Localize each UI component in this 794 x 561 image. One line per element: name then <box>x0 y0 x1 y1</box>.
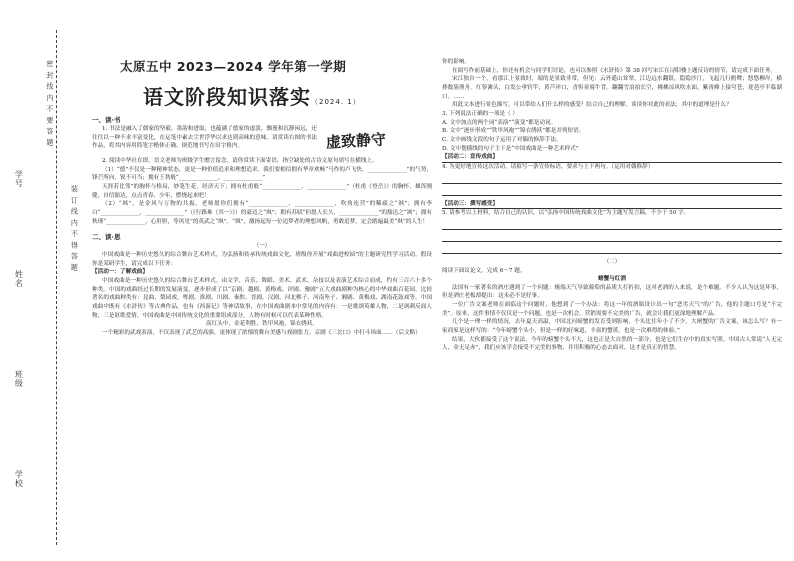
instruction: 阅读下面议论文，完成 6～7 题。 <box>442 267 526 274</box>
activity-heading: 【活动三：撰写感受】 <box>442 200 782 210</box>
student-id-label: 学号 <box>14 170 24 188</box>
question-1: 1. 书法是融入了儒家的坚毅，墨韵和进取，也蕴涵了德家的虚淡，飘逸和沉静闲远，还往往以一种不求丰富变化，在运笔中素去尘世浮华以求达到高味的意味。请赏读右图的书法作品，将其内容用简笔字楷体正确、规范地书写在田字格内。 <box>92 126 317 150</box>
activity-heading: 【活动一：了解戏曲】 <box>92 269 148 276</box>
intro-paragraph: 中国戏曲是一种历史悠久的综合舞台艺术样式。为弘扬和传承传统戏曲文化，班级你开展“戏曲进校园”的主题研究性学习活动。假设你是某研学生，请完成以下任务： <box>92 252 432 267</box>
section-heading: 一、读·书 <box>92 116 121 124</box>
reading-paragraph: 中国戏曲是一种历史悠久的综合舞台艺术样式。由文学、音乐、舞蹈、美术、武术、杂技以及表演艺术综合而成，约有三百六十多个种类。中国的戏曲经过长期的发展演变，逐步形成了以“京剧、越剧、黄梅戏、评剧、豫剧”五大戏曲剧种为核心的中华戏曲百花园。比较著名的戏曲种类有：昆曲、梨园戏、粤剧、淮剧、川剧、秦腔、晋剧、汉剧、河北梆子、河南坠子、湘剧、黄梅戏、湖南花鼓戏等。中国戏曲中既有《水浒传》等古典作品，也有《西游记》等神话故事，在中国戏曲剧本中常见的内容有：一是歌颂英雄人物，二是讽刺反面人物，三是讴歌爱情。中国戏曲是中国传统文化的重要组成部分，人物有时候可以代表某种性格。 <box>92 277 432 319</box>
seal-marks: 密 封 线 内 不 要 答 题 <box>45 60 54 147</box>
continued-text: 你的影响。 <box>442 59 470 65</box>
option-b: B. 文中“逐步形成”“铁甲风袍”“锦衣绣袄”都是并列短语。 <box>442 128 585 135</box>
school-label: 学校 <box>14 470 24 488</box>
question-2-part-1b: 天涯若比邻”的胸怀与格局，妙笔生花，经济天下；拥有杜甫般“______________，______________”（杜甫《登岳》）的胸怀，雄浑刚健，自信豁达，点点青春，少年，燃烧起来吧！ <box>92 184 432 199</box>
binding-margin <box>0 0 88 561</box>
quote-line: 高红头中，金花利胜，铁甲风袍，锦衣绣袄。 <box>206 321 318 328</box>
right-body <box>442 58 782 353</box>
question-4: 4. 为更好地宣传这次活动，请拟写一条宣传标语，要求与上下两句。（运用对偶修辞） <box>442 163 654 170</box>
right-column <box>442 0 786 561</box>
answer-line[interactable] <box>442 242 782 254</box>
activity-heading: 【活动二：宣传戏曲】 <box>442 153 782 163</box>
reading-paragraph: 用此文本进行景色描写，可以带给人们什么样的感受？结合自己的理解，谈谈你对此的看法，其中的道理是什么？ <box>452 102 732 109</box>
exam-title: 太原五中 2023—2024 学年第一学期 <box>120 59 347 74</box>
option-a: A. 文中加点的两个词“表演”“演变”都是动词。 <box>442 119 557 126</box>
essay-paragraph: 法国有一家著名的酒庄遇到了一个问题：极端天气导致葡萄的品质大打折扣，这对老酒的人来说，是个难题。不少人认为这是坏事，但是酒庄老板却提出：这未必不是好事。 <box>442 284 782 300</box>
answer-line[interactable] <box>442 218 782 230</box>
essay-paragraph: 几个是一理一样的情况，去年夏天高温，中国北河螃蟹的发育受到影响，个头比往年小了不少。大闸蟹的广告文案，该怎么写？有一家商家是这样写的：“今年螃蟹个头小，但是一样的好味道，丰富的蟹黄，也是一次难得的体验。” <box>442 319 782 335</box>
reading-paragraph: 一个精彩的武戏表演，不仅表现了武艺的高强，更体现了浓郁的舞台美感与戏剧张力。京剧《三岔口》中打斗场面……（后文略） <box>102 329 421 336</box>
essay-title: 螃蟹与红酒 <box>598 276 626 283</box>
class-label: 班级 <box>14 370 24 388</box>
question-2-part-2: （2）“飒”，是金风与万物的共振。老师愿你们拥有“______________，______________，吹角连营”的稀疏之“飒”；拥有李白“______________，______________”（《行路难（其一）》）的豪迈之“飒”；拥有苏轼“但愿人长久，______________”的豁达之“飒”；拥有秋瑾“______________，心肝胆，等风见”的英武之“飒”。“飒”，激扬起每一位追梦者的理想风帆，勇敢追梦，定会踏遍最美“飒”的人生！ <box>92 201 432 225</box>
part-label: （一） <box>253 243 271 250</box>
reading-excerpt: 宋江独自一个，看那江上景致时，端的是景致非常。但见：云外遥山耸翠，江边远水翻银，隐隐沙汀，飞起几行鸥鹭；悠悠柳岸，横排数簇渔舟。红蓼滩头，白发公垂钓竿；黄芦岸口，青髻童骑牛背。翻翻雪浪拍长空，拂拂凉风吹水面。紫霄峰上接穹苍，琵琶亭半临湖口。…… <box>442 76 782 100</box>
answer-line[interactable] <box>442 172 782 184</box>
left-body <box>92 115 432 338</box>
question-2: 2. 阅读中华社在即，语文老师为班级学生赠言留念。请你赏读下面寄语，指空缺处的古诗文原句填写在横线上。 <box>102 158 378 165</box>
question-5: 5. 请参考以上材料，结合自己的认识，以“弘扬中国传统戏曲文化”为主题写发言稿，不少于 50 字。 <box>442 210 690 217</box>
seal-line <box>56 30 57 545</box>
exam-subtitle <box>143 82 361 113</box>
essay-paragraph: 一位广告文案老师在面临这个问题时，他想到了一个办法：将这一年的酒瓶设计出一句“恶劣天气”的广告，他的主题口号是“不完美”。原来，这件事情不仅仅是一个问题，也是一次机会。营销需要不完美的广告，就会让我们更深地理解产品。 <box>442 302 782 317</box>
option-c: C. 文中画线文段的句子运用了对偶的修辞手法。 <box>442 136 562 143</box>
answer-line[interactable] <box>442 184 782 196</box>
exam-date: （2024. 1） <box>311 98 361 106</box>
question-3: 3. 下列说法正确的一项是（ ） <box>442 110 519 117</box>
seal-text: 装 订 线 内 不 得 答 题 <box>70 185 79 272</box>
subtitle-text: 语文阶段知识落实 <box>143 85 311 109</box>
answer-line[interactable] <box>442 230 782 242</box>
section-heading: 二、读·思 <box>92 233 121 242</box>
name-label: 姓名 <box>14 270 24 288</box>
left-column <box>88 0 438 561</box>
essay-paragraph: 结果，大伙都接受了这个说法。今年的螃蟹个头不大，这也正是大自然的一部分，也是它们生存中的真实写照。中国古人常说“人无完人，金无足赤”，我们应该学会接受不完美的事物，并用积极的心态去面对，这才是真正的智慧。 <box>442 336 782 352</box>
option-d: D. 文中划横线的句子主干是“中国戏曲是一种艺术样式” <box>442 145 579 152</box>
reading-paragraph: 在阅写作前基础上，你还有机会与同学们讨论，也可以参照《水浒传》第 38 回写宋江在浔阳楼上题反诗的情节，请完成下面任务。 <box>452 67 776 74</box>
question-2-part-1: （1）“德”不仅是一种精神状态，更是一种价值追求和理想追求。我们要相信拥有华章欢畅“马作的卢飞快，______________”的气势，锋芒所向，锐不可当；拥有王勃般“______________，______________” <box>92 166 432 182</box>
calligraphy-artwork: 虚致静守 <box>325 130 387 152</box>
part-label: （二） <box>603 258 621 265</box>
